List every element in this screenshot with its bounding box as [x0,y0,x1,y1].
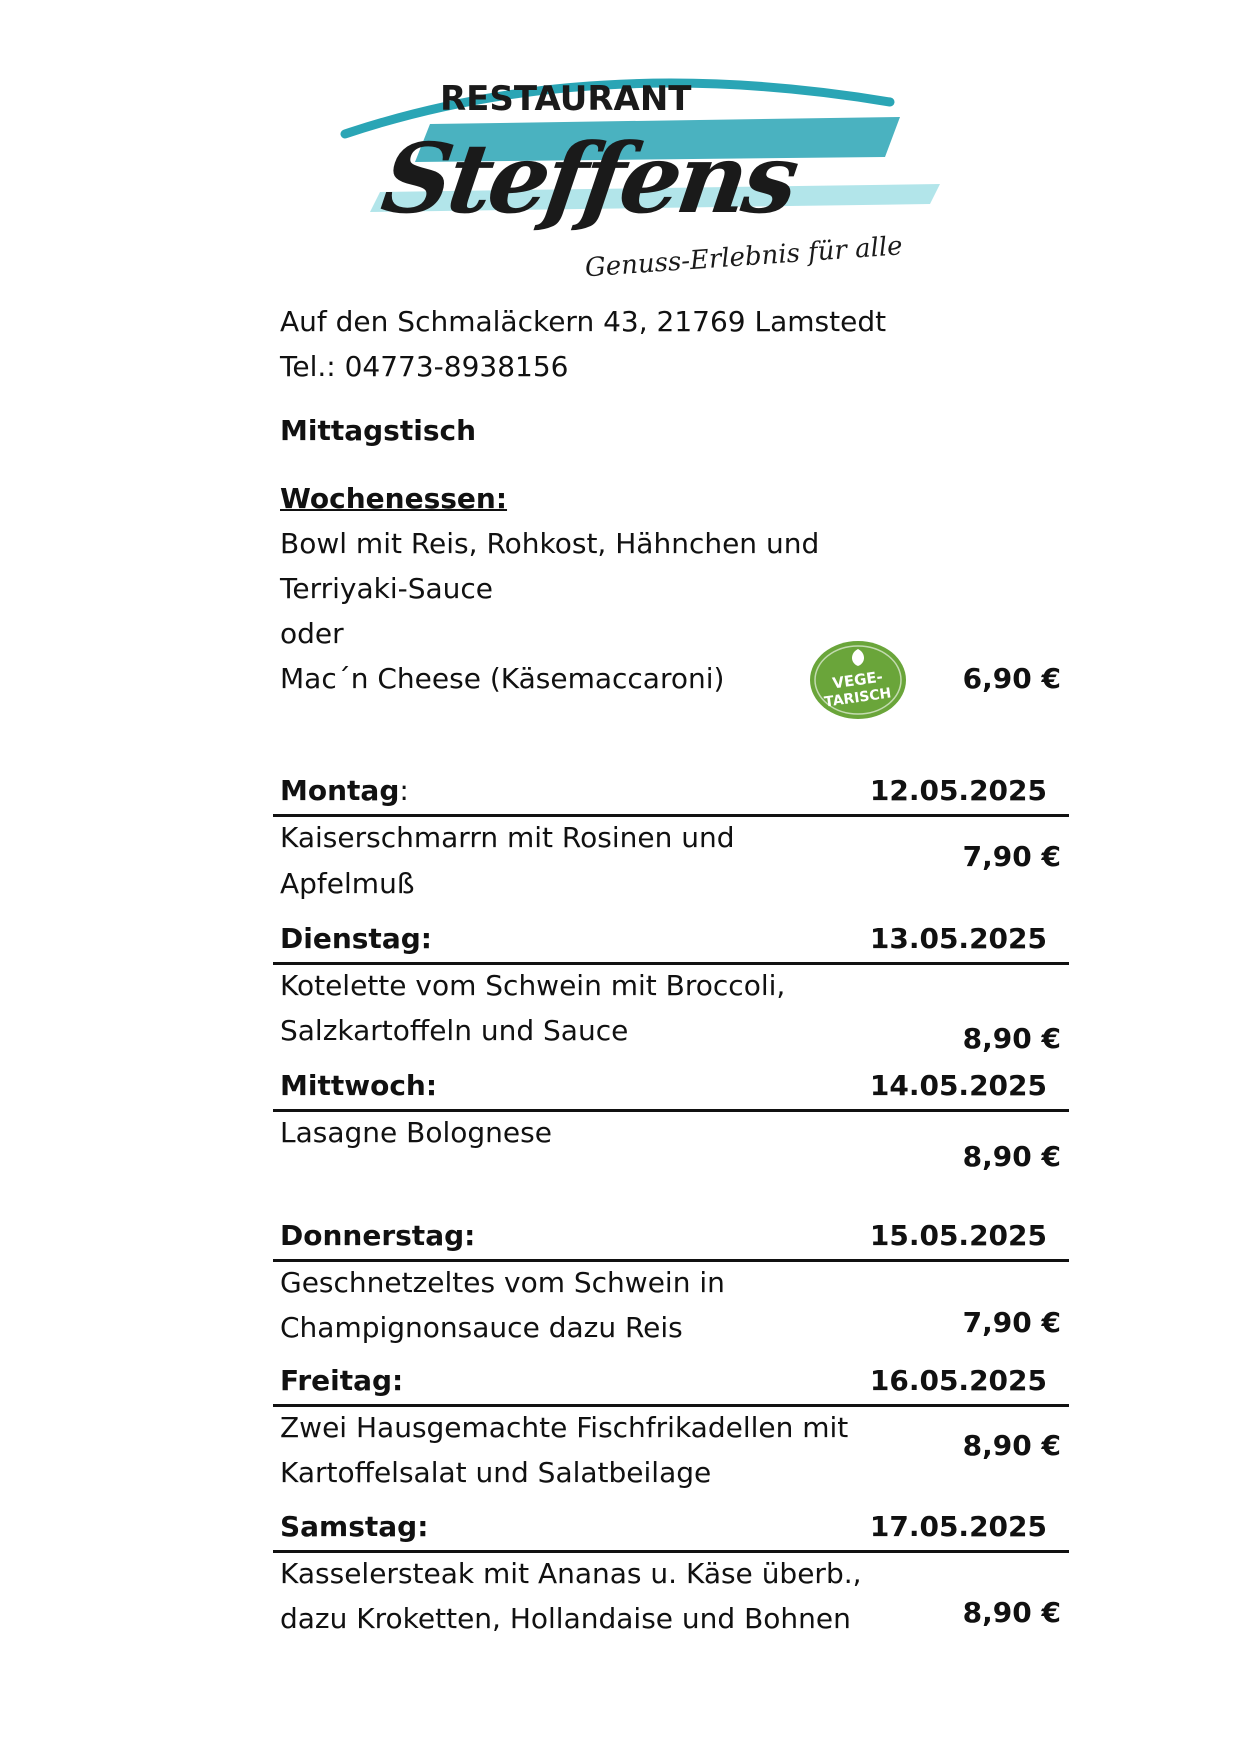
day-header-wednesday [273,1063,1069,1112]
dish-price: 8,90 € [962,1596,1061,1629]
dish-price: 7,90 € [962,840,1061,873]
weekly-line: Mac´n Cheese (Käsemaccaroni) [280,662,725,695]
logo-top-text: RESTAURANT [440,79,692,119]
day-header-thursday [273,1213,1069,1262]
dish-line: Champignonsauce dazu Reis [280,1311,683,1344]
day-date: 17.05.2025 [869,1510,1047,1543]
dish-line: dazu Kroketten, Hollandaise und Bohnen [280,1602,851,1635]
dish-line: Geschnetzeltes vom Schwein in [280,1266,725,1299]
dish-line: Kaiserschmarrn mit Rosinen und [280,821,735,854]
day-date: 14.05.2025 [869,1069,1047,1102]
day-date: 16.05.2025 [869,1364,1047,1397]
day-date: 12.05.2025 [869,774,1047,807]
day-header-saturday [273,1504,1069,1553]
section-title: Mittagstisch [280,414,477,447]
dish-price: 8,90 € [962,1140,1061,1173]
dish-price: 8,90 € [962,1429,1061,1462]
dish-line: Apfelmuß [280,867,415,900]
day-name: Mittwoch: [280,1069,438,1102]
day-date: 15.05.2025 [869,1219,1047,1252]
weekly-line: Terriyaki-Sauce [280,572,494,605]
day-header-monday [273,768,1069,817]
badge-text-top: VEGE- [831,667,884,693]
weekly-line: Bowl mit Reis, Rohkost, Hähnchen und [280,527,820,560]
day-header-tuesday [273,916,1069,965]
logo-name: Steffens [375,121,802,235]
weekly-line: oder [280,617,344,650]
day-name: Freitag: [280,1364,404,1397]
day-name: Samstag: [280,1510,429,1543]
dish-price: 8,90 € [962,1022,1061,1055]
dish-line: Salzkartoffeln und Sauce [280,1014,629,1047]
day-header-friday [273,1358,1069,1407]
dish-line: Kasselersteak mit Ananas u. Käse überb., [280,1557,862,1590]
dish-line: Kartoffelsalat und Salatbeilage [280,1456,712,1489]
phone-line: Tel.: 04773-8938156 [280,350,569,383]
address-line: Auf den Schmaläckern 43, 21769 Lamstedt [280,305,887,338]
dish-line: Lasagne Bolognese [280,1116,552,1149]
day-date: 13.05.2025 [869,922,1047,955]
day-name: Montag: [280,774,409,807]
dish-price: 7,90 € [962,1306,1061,1339]
vegetarian-badge [808,639,908,721]
dish-line: Zwei Hausgemachte Fischfrikadellen mit [280,1411,849,1444]
badge-text-bottom: TARISCH [823,685,893,711]
dish-line: Kotelette vom Schwein mit Broccoli, [280,969,786,1002]
weekly-price: 6,90 € [962,662,1061,695]
weekly-title: Wochenessen: [280,482,508,515]
day-name: Donnerstag: [280,1219,476,1252]
day-name: Dienstag: [280,922,432,955]
logo-graphic [340,62,980,287]
logo-tagline: Genuss-Erlebnis für alle [584,231,904,284]
restaurant-logo [340,62,980,287]
